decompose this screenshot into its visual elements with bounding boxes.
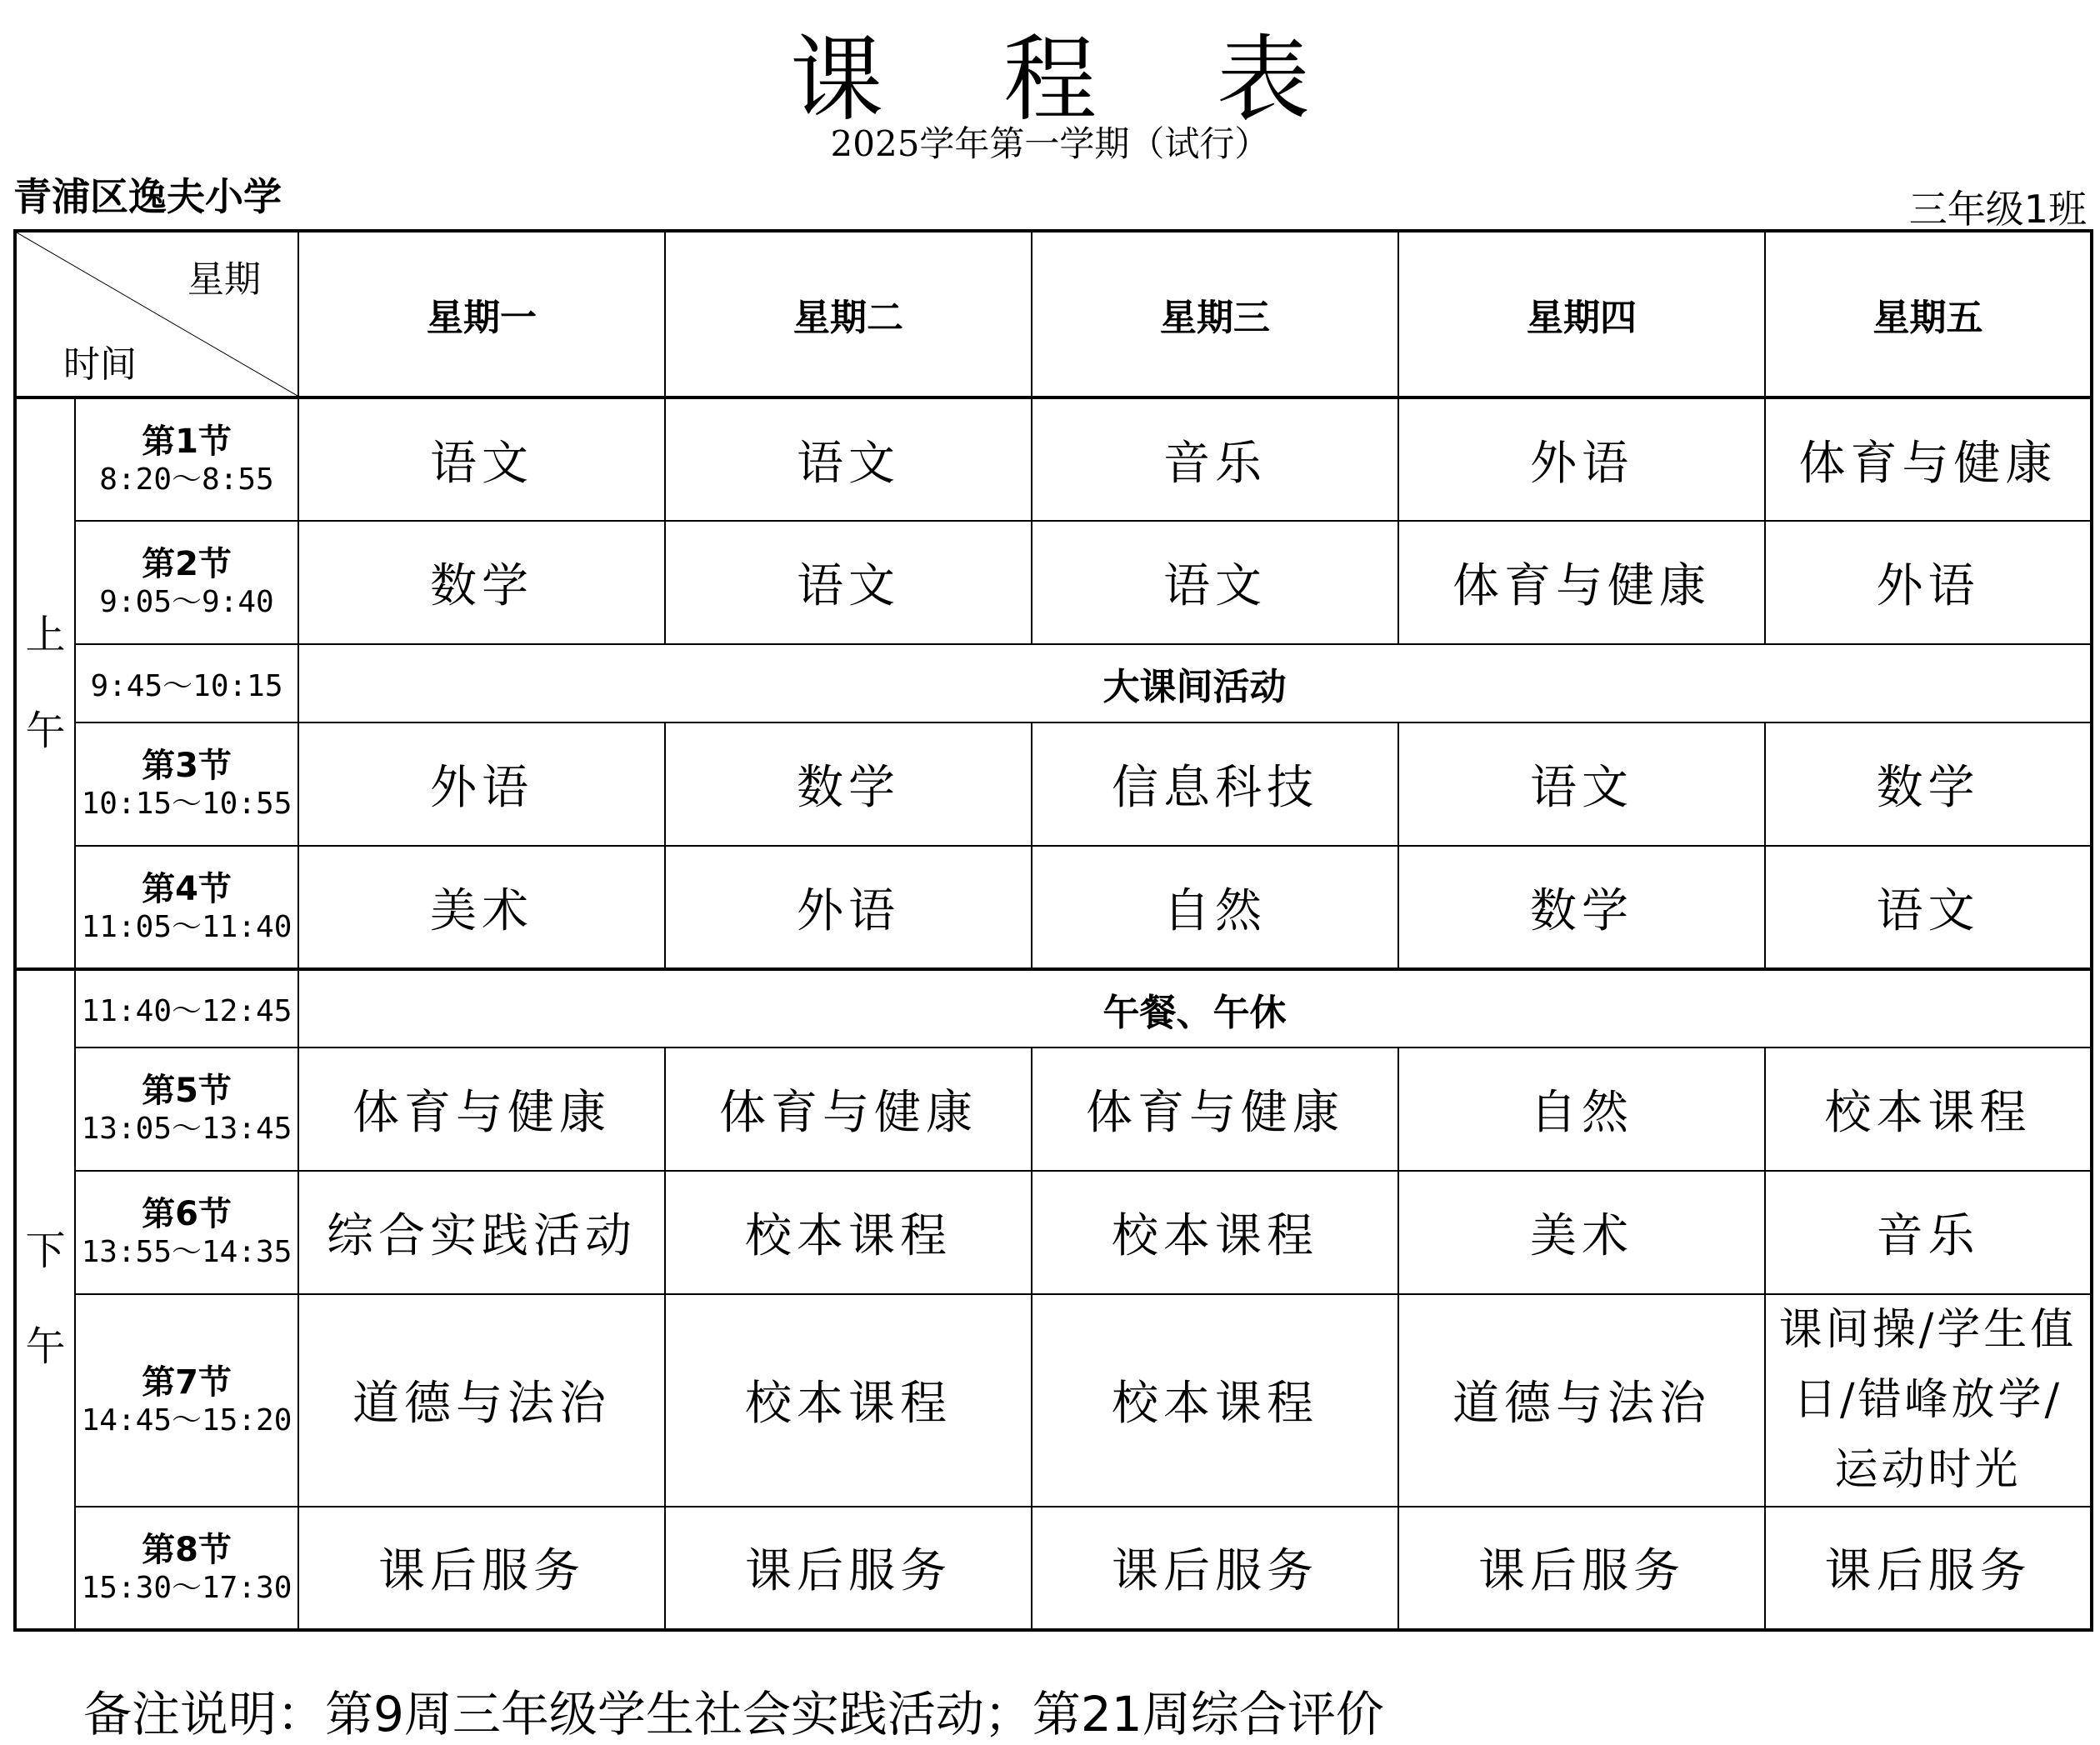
title-char: 程: [1003, 26, 1097, 134]
day-header: 星期一: [298, 231, 665, 398]
subject-cell: 体育与健康: [298, 1048, 665, 1171]
subject-cell: 语文: [665, 398, 1032, 521]
period-label: 第2节: [142, 545, 232, 584]
subject-cell: 外语: [665, 846, 1032, 969]
subject-cell: 音乐: [1765, 1171, 2092, 1294]
section-char: 午: [25, 1323, 66, 1371]
table-row: [15, 1171, 2092, 1294]
table-row: [15, 1507, 2092, 1630]
period-label: 第5节: [142, 1072, 232, 1111]
table-row: [15, 722, 2092, 846]
break-time: 11:40～12:45: [75, 969, 298, 1048]
subject-cell: 课后服务: [298, 1507, 665, 1630]
subject-cell: 美术: [298, 846, 665, 969]
period-time: 14:45～15:20: [81, 1402, 292, 1438]
period-cell: [75, 722, 298, 846]
table-row: [15, 398, 2092, 521]
subject-cell: 美术: [1398, 1171, 1765, 1294]
subject-cell: 课后服务: [1398, 1507, 1765, 1630]
subject-cell: 数学: [298, 521, 665, 644]
subject-cell: 外语: [1765, 521, 2092, 644]
section-char: 上: [25, 611, 66, 658]
period-cell: [75, 398, 298, 521]
section-char: 午: [25, 708, 66, 754]
subject-cell: 综合实践活动: [298, 1171, 665, 1294]
table-row: [15, 521, 2092, 644]
day-header: 星期三: [1032, 231, 1398, 398]
title-char: 表: [1217, 26, 1310, 134]
period-label: 第4节: [142, 869, 232, 908]
period-time: 10:15～10:55: [81, 787, 292, 822]
subject-cell: 校本课程: [665, 1171, 1032, 1294]
subject-cell: 体育与健康: [1398, 521, 1765, 644]
subject-cell: 语文: [1765, 846, 2092, 969]
day-header: 星期二: [665, 231, 1032, 398]
subject-cell: 校本课程: [1032, 1294, 1398, 1507]
subject-cell: 外语: [1398, 398, 1765, 521]
break-row: [15, 969, 2092, 1048]
section-am: [15, 398, 75, 969]
period-label: 第8节: [142, 1530, 232, 1569]
period-time: 11:05～11:40: [81, 909, 292, 944]
subject-cell: 数学: [665, 722, 1032, 846]
period-label: 第7节: [142, 1362, 232, 1402]
table-row: [15, 1294, 2092, 1507]
break-label: 午餐、午休: [298, 969, 2092, 1048]
table-row: [15, 846, 2092, 969]
period-cell: [75, 1048, 298, 1171]
subject-cell: 课后服务: [1032, 1507, 1398, 1630]
subject-cell: 校本课程: [1032, 1171, 1398, 1294]
subject-cell: 课后服务: [1765, 1507, 2092, 1630]
corner-cell: [15, 231, 298, 398]
subject-cell: 体育与健康: [665, 1048, 1032, 1171]
period-time: 13:55～14:35: [81, 1235, 292, 1270]
corner-top-label: 星期: [188, 258, 261, 301]
subject-cell: 自然: [1032, 846, 1398, 969]
subject-cell: 数学: [1765, 722, 2092, 846]
header-row: [15, 231, 2092, 398]
period-cell: [75, 846, 298, 969]
period-cell: [75, 521, 298, 644]
subject-cell: 音乐: [1032, 398, 1398, 521]
subject-cell: 体育与健康: [1765, 398, 2092, 521]
period-label: 第6节: [142, 1195, 232, 1234]
subject-cell: 自然: [1398, 1048, 1765, 1171]
period-cell: [75, 1507, 298, 1630]
period-time: 8:20～8:55: [99, 462, 274, 497]
subtitle: 2025学年第一学期（试行）: [830, 123, 1270, 164]
subject-cell: 语文: [665, 521, 1032, 644]
period-label: 第1节: [142, 422, 232, 461]
school-name: 青浦区逸夫小学: [13, 174, 282, 219]
subject-cell: 课后服务: [665, 1507, 1032, 1630]
timetable: [13, 229, 2093, 1632]
break-label: 大课间活动: [298, 644, 2092, 722]
table-row: [15, 1048, 2092, 1171]
section-pm: [15, 969, 75, 1630]
period-label: 第3节: [142, 747, 232, 786]
break-time: 9:45～10:15: [75, 644, 298, 722]
subject-cell: 体育与健康: [1032, 1048, 1398, 1171]
subject-cell: 语文: [298, 398, 665, 521]
subject-cell: 信息科技: [1032, 722, 1398, 846]
period-time: 13:05～13:45: [81, 1112, 292, 1147]
subject-cell: 课间操/学生值日/错峰放学/运动时光: [1765, 1294, 2092, 1507]
footnote: 备注说明：第9周三年级学生社会实践活动；第21周综合评价: [83, 1686, 1384, 1742]
section-char: 下: [25, 1228, 66, 1275]
class-name: 三年级1班: [1908, 187, 2087, 232]
subject-cell: 校本课程: [1765, 1048, 2092, 1171]
corner-bottom-label: 时间: [63, 343, 137, 386]
title-char: 课: [790, 26, 883, 134]
subject-cell: 语文: [1398, 722, 1765, 846]
break-row: [15, 644, 2092, 722]
period-time: 15:30～17:30: [81, 1570, 292, 1605]
subject-cell: 语文: [1032, 521, 1398, 644]
period-time: 9:05～9:40: [99, 585, 274, 620]
subject-cell: 道德与法治: [298, 1294, 665, 1507]
period-cell: [75, 1294, 298, 1507]
day-header: 星期五: [1765, 231, 2092, 398]
subject-cell: 校本课程: [665, 1294, 1032, 1507]
subject-cell: 数学: [1398, 846, 1765, 969]
day-header: 星期四: [1398, 231, 1765, 398]
subject-cell: 道德与法治: [1398, 1294, 1765, 1507]
period-cell: [75, 1171, 298, 1294]
subject-cell: 外语: [298, 722, 665, 846]
